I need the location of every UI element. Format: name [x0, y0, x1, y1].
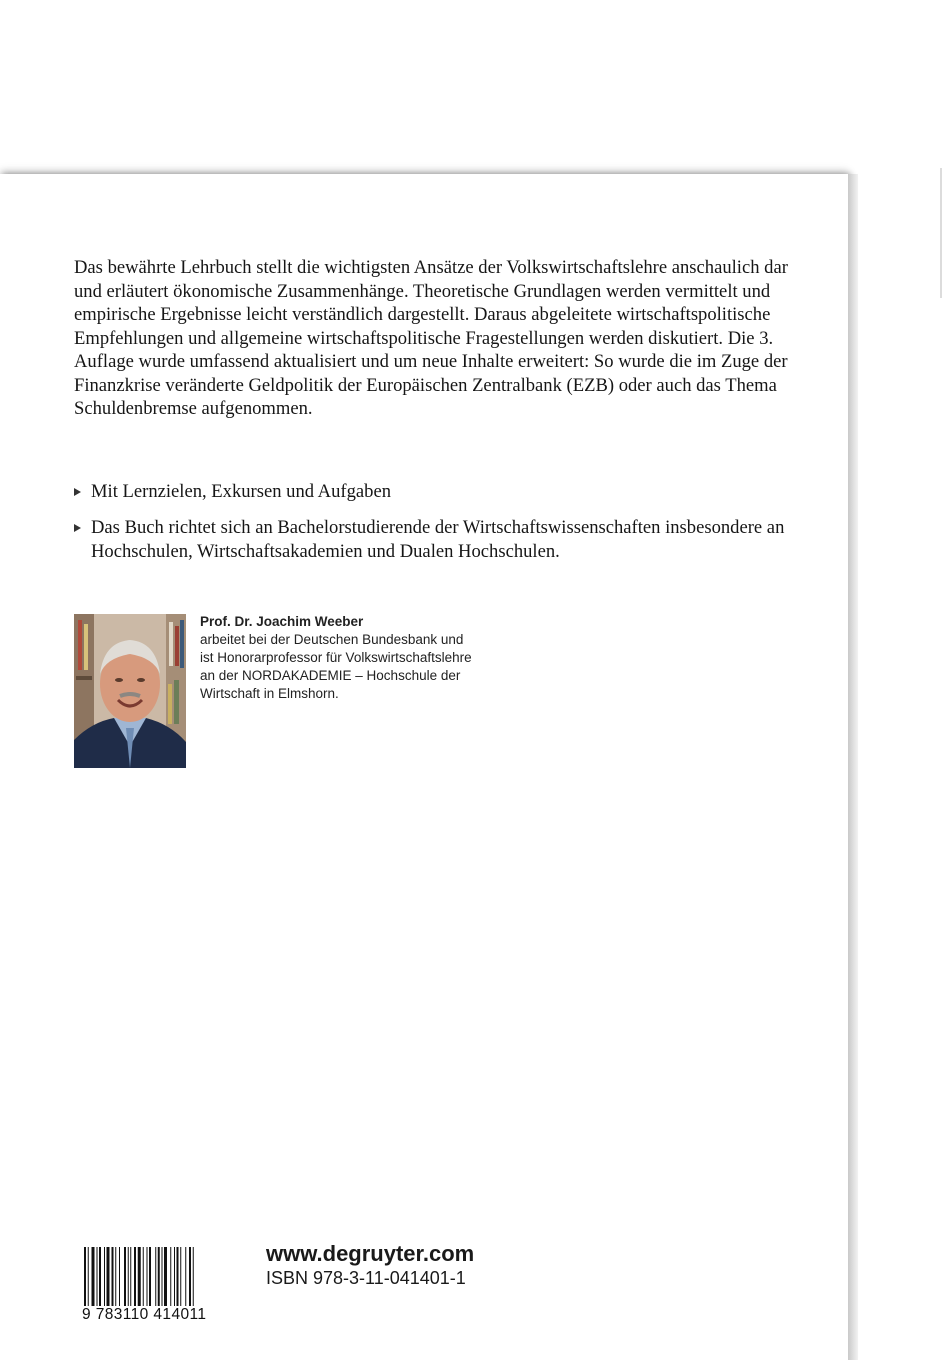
cover-spine-edge — [848, 174, 858, 1360]
barcode-bar — [112, 1247, 114, 1309]
barcode-bar — [99, 1247, 101, 1309]
author-portrait-illustration — [74, 614, 186, 768]
publisher-url: www.degruyter.com — [266, 1241, 475, 1266]
feature-text: Das Buch richtet sich an Bachelorstudierende der Wirtschaftswissenschaften insbesondere an Hochschulen, Wirtschaftsakademien und Dualen Hochschulen. — [91, 517, 785, 562]
barcode-bar — [149, 1247, 151, 1309]
barcode-bar — [147, 1247, 148, 1309]
feature-item — [74, 516, 804, 564]
barcode-bar — [155, 1247, 156, 1309]
barcode-bar — [97, 1247, 98, 1309]
barcode-bar — [119, 1247, 120, 1309]
barcode-digits: 9 783110 414011 — [82, 1306, 240, 1324]
author-bio — [200, 613, 540, 703]
barcode-bar — [158, 1247, 160, 1309]
description-blurb: Das bewährte Lehrbuch stellt die wichtigsten Ansätze der Volkswirtschaftslehre anschaulich dar und erläutert ökonomische Zusammenhänge. Theoretische Grundlagen werden vermittelt und empirische Ergebnisse leicht verständlich dargestellt. Daraus abgeleitete wirtschaftspolitische Empfehlungen und allgemeine wirtschaftspolitische Fragestellungen werden diskutiert. Die 3. Auflage wurde umfassend aktualisiert und um neue Inhalte erweitert: So wurde die im Zuge der Finanzkrise veränderte Geldpolitik der Europäischen Zentralbank (EZB) oder auch das Thema Schuldenbremse aufgenommen. — [74, 257, 788, 419]
background-edge-mark — [940, 168, 942, 298]
barcode-bar — [185, 1247, 186, 1309]
barcode-bar — [189, 1247, 191, 1309]
barcode-bar — [92, 1247, 95, 1309]
barcode-bar — [107, 1247, 110, 1309]
feature-item — [74, 480, 804, 504]
barcode-bar — [162, 1247, 163, 1309]
barcode-bar — [130, 1247, 131, 1309]
author-name: Prof. Dr. Joachim Weeber — [200, 614, 364, 629]
author-bio-line: an der NORDAKADEMIE – Hochschule der — [200, 668, 461, 683]
bullet-arrow-icon — [74, 488, 81, 496]
barcode-bar — [164, 1247, 167, 1309]
author-photo — [74, 614, 186, 768]
barcode-bar — [174, 1247, 175, 1309]
isbn-number: ISBN 978-3-11-041401-1 — [266, 1268, 466, 1288]
author-bio-line: ist Honorarprofessor für Volkswirtschaftslehre — [200, 650, 472, 665]
bullet-arrow-icon — [74, 524, 81, 532]
barcode-bar — [128, 1247, 129, 1309]
barcode-bar — [177, 1247, 179, 1309]
barcode-bar — [180, 1247, 181, 1309]
barcode-bar — [104, 1247, 105, 1309]
feature-list — [74, 480, 804, 576]
barcode-bar — [115, 1247, 116, 1309]
feature-text: Mit Lernzielen, Exkursen und Aufgaben — [91, 481, 391, 502]
barcode-bar — [134, 1247, 136, 1309]
author-bio-line: arbeitet bei der Deutschen Bundesbank und — [200, 632, 464, 647]
barcode-bar — [170, 1247, 171, 1309]
author-bio-line: Wirtschaft in Elmshorn. — [200, 686, 339, 701]
barcode-bar — [124, 1247, 126, 1309]
